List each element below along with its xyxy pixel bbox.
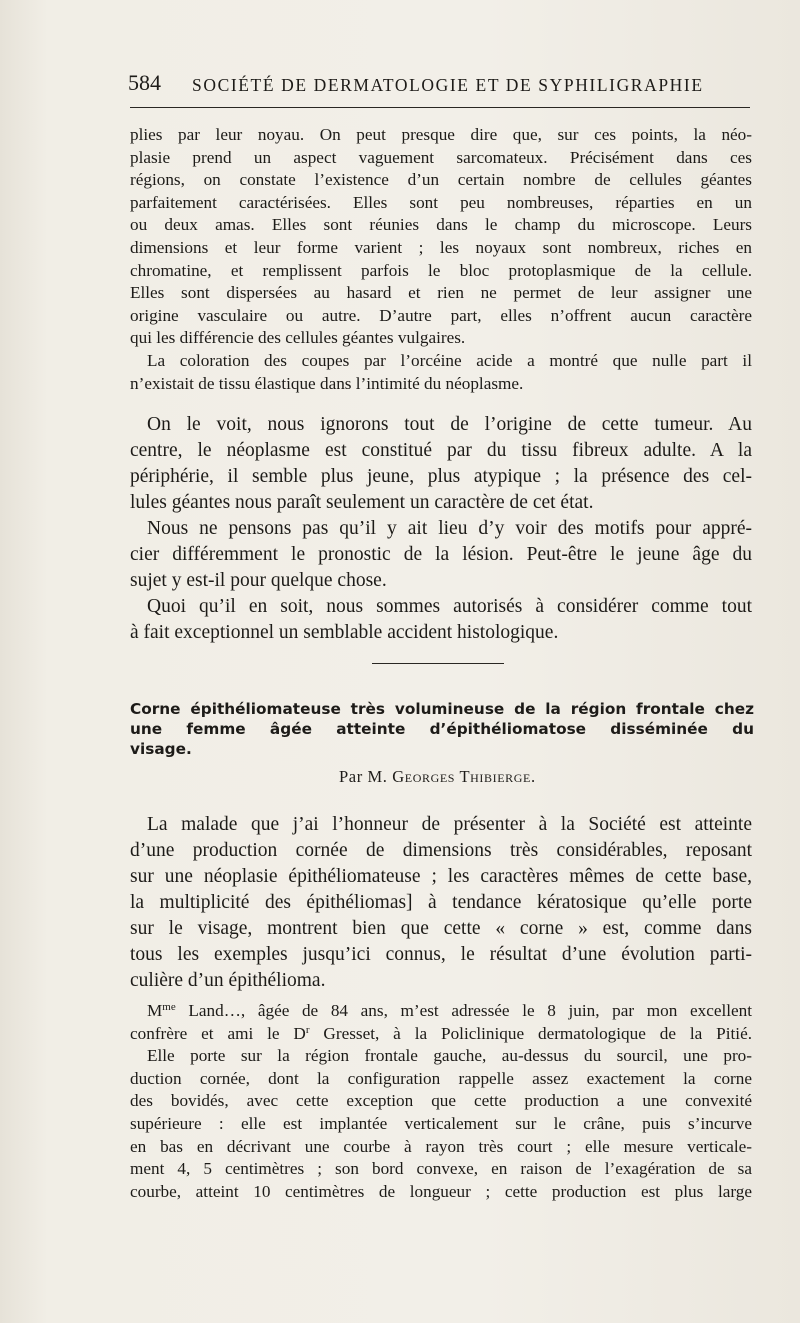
running-title: SOCIÉTÉ DE DERMATOLOGIE ET DE SYPHILIGRAPHIE bbox=[192, 75, 704, 95]
author-name: Georges Thibierge. bbox=[392, 767, 536, 786]
text-line: la multiplicité des épithéliomas] à tendance kératosique qu’elle porte bbox=[130, 892, 752, 913]
paragraph-case-description bbox=[130, 1000, 752, 1203]
text-line: duction cornée, dont la configuration rappelle assez exactement la corne bbox=[130, 1068, 752, 1088]
text-line: La malade que j’ai l’honneur de présenter à la Société est atteinte bbox=[147, 814, 752, 835]
byline-prefix: Par M. bbox=[339, 767, 388, 786]
text-line: supérieure : elle est implantée verticalement sur le crâne, puis s’incurve bbox=[130, 1113, 752, 1133]
text-line: sur une néoplasie épithéliomateuse ; les caractères mêmes de cette base, bbox=[130, 866, 752, 887]
text-line: en bas en décrivant une courbe à rayon très court ; elle mesure verticale- bbox=[130, 1136, 752, 1156]
paragraph-introduction bbox=[130, 812, 752, 994]
text-line: La coloration des coupes par l’orcéine acide a montré que nulle part il bbox=[147, 350, 752, 370]
text-line: périphérie, il semble plus jeune, plus atypique ; la présence des cel- bbox=[130, 466, 752, 487]
text-line: tous les exemples jusqu’ici connus, le résultat d’une évolution parti- bbox=[130, 944, 752, 965]
text-line: parfaitement caractérisées. Elles sont peu nombreuses, réparties en un bbox=[130, 192, 752, 212]
text-line: On le voit, nous ignorons tout de l’origine de cette tumeur. Au bbox=[147, 414, 752, 435]
text-line: ou deux amas. Elles sont réunies dans le champ du microscope. Leurs bbox=[130, 215, 752, 235]
paragraph-conclusion bbox=[130, 412, 752, 646]
author-byline bbox=[339, 767, 536, 787]
text-line: qui les différencie des cellules géantes vulgaires. bbox=[130, 328, 466, 348]
text-line: Nous ne pensons pas qu’il y ait lieu d’y voir des motifs pour appré- bbox=[147, 518, 752, 539]
title-line: Corne épithéliomateuse très volumineuse de la région frontale chez bbox=[130, 700, 754, 718]
text-line: n’existait de tissu élastique dans l’intimité du néoplasme. bbox=[130, 373, 524, 393]
text-line: Quoi qu’il en soit, nous sommes autorisés à considérer comme tout bbox=[147, 596, 752, 617]
text-line: centre, le néoplasme est constitué par du tissu fibreux adulte. A la bbox=[130, 440, 752, 461]
page-header bbox=[128, 66, 750, 102]
dr-superscript: r bbox=[305, 1023, 310, 1036]
text-line: sujet y est-il pour quelque chose. bbox=[130, 570, 387, 591]
paragraph-histology bbox=[130, 124, 752, 395]
text-line: dimensions et leur forme varient ; les noyaux sont nombreux, riches en bbox=[130, 237, 752, 257]
mme-superscript: me bbox=[162, 1001, 176, 1013]
text-line: Elles sont dispersées au hasard et rien ne permet de leur assigner une bbox=[130, 283, 752, 303]
text-line bbox=[130, 1023, 752, 1046]
text-line: cier différemment le pronostic de la lésion. Peut-être le jeune âge du bbox=[130, 544, 752, 565]
header-rule bbox=[130, 107, 750, 108]
section-divider bbox=[372, 663, 504, 664]
text-line: d’une production cornée de dimensions très considérables, reposant bbox=[130, 840, 752, 861]
text-line: lules géantes nous paraît seulement un caractère de cet état. bbox=[130, 492, 594, 513]
text-line: à fait exceptionnel un semblable accident histologique. bbox=[130, 622, 559, 643]
text-line: culière d’un épithélioma. bbox=[130, 970, 326, 991]
text-line: sur le visage, montrent bien que cette « corne » est, comme dans bbox=[130, 918, 752, 939]
page-number: 584 bbox=[128, 70, 161, 95]
text-line: chromatine, et remplissent parfois le bloc protoplasmique de la cellule. bbox=[130, 260, 752, 280]
text-line: origine vasculaire ou autre. D’autre part, elles n’offrent aucun caractère bbox=[130, 305, 752, 325]
text-line: plasie prend un aspect vaguement sarcomateux. Précisément dans ces bbox=[130, 147, 752, 167]
text-fragment: Land…, âgée de 84 ans, m’est adressée le 8 juin, par mon excellent bbox=[175, 1001, 752, 1020]
title-line: visage. bbox=[130, 740, 192, 758]
text-line bbox=[130, 1000, 752, 1023]
text-line: des bovidés, avec cette exception que cette production a une convexité bbox=[130, 1091, 752, 1111]
text-line: ment 4, 5 centimètres ; son bord convexe, en raison de l’exagération de sa bbox=[130, 1159, 752, 1179]
text-line: régions, on constate l’existence d’un certain nombre de cellules géantes bbox=[130, 170, 752, 190]
article-title bbox=[130, 699, 754, 759]
text-line: courbe, atteint 10 centimètres de longueur ; cette production est plus large bbox=[130, 1181, 752, 1201]
text-fragment: confrère et ami le D bbox=[130, 1023, 306, 1043]
text-fragment: Gresset, à la Policlinique dermatologique de la Pitié. bbox=[309, 1023, 752, 1043]
title-line: une femme âgée atteinte d’épithéliomatose disséminée du bbox=[130, 720, 754, 738]
text-line: Elle porte sur la région frontale gauche, au-dessus du sourcil, une pro- bbox=[147, 1046, 752, 1066]
mme-abbr: M bbox=[147, 1001, 163, 1020]
text-line: plies par leur noyau. On peut presque dire que, sur ces points, la néo- bbox=[130, 125, 752, 144]
